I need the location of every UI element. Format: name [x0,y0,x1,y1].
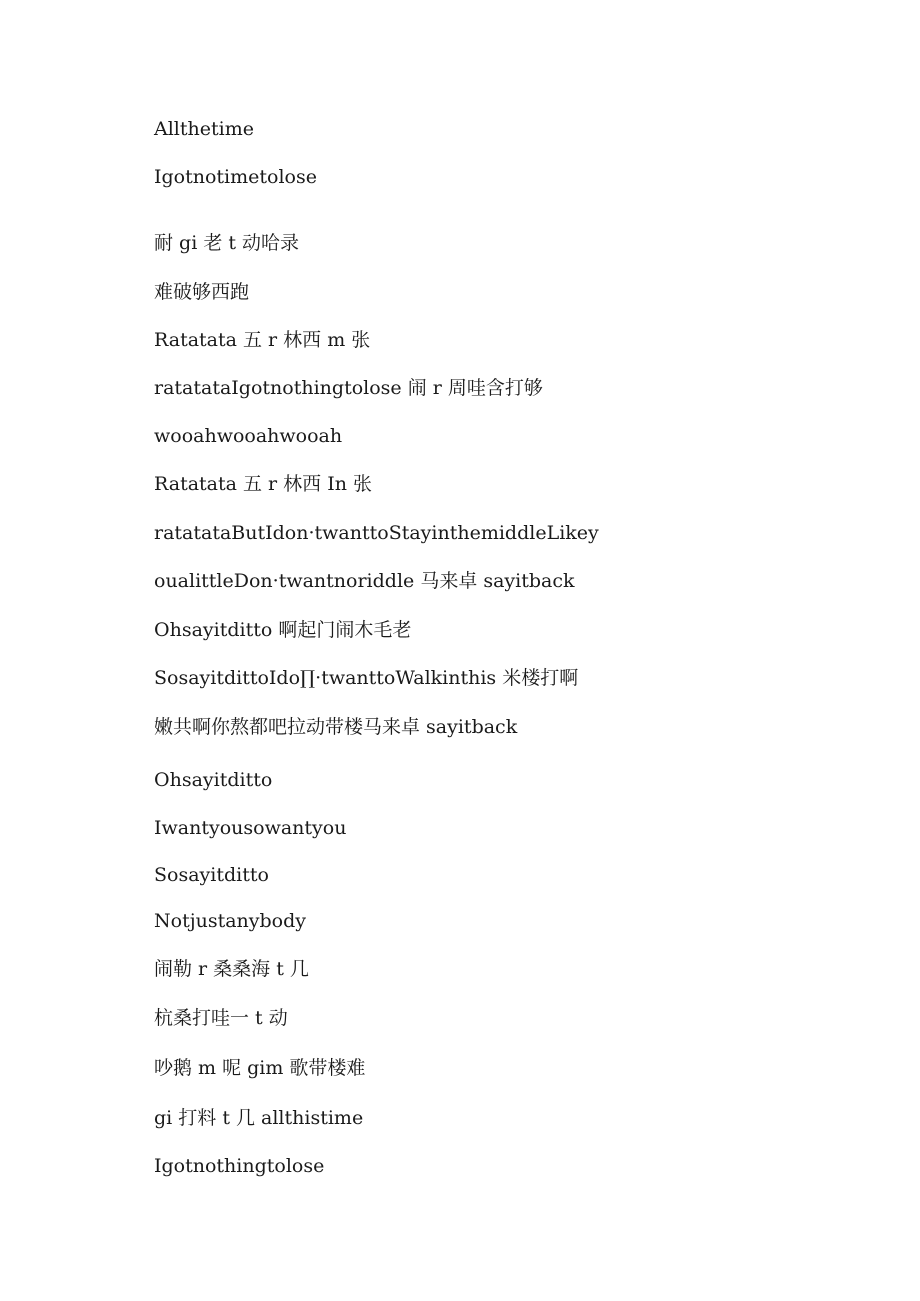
lyric-line: 吵鹅 m 呢 gim 歌带楼难 [154,1057,366,1079]
lyric-line: 杭桑打哇一 t 动 [154,1007,288,1029]
lyric-line: 嫩共啊你熬都吧拉动带楼马来卓 sayitback [154,716,518,738]
lyric-line: ratatataButIdon·twanttoStayinthemiddleLikey [154,522,599,544]
lyric-line: Igotnothingtolose [154,1155,325,1177]
lyric-line: oualittleDon·twantnoriddle 马来卓 sayitback [154,570,575,592]
lyric-line: Sosayitditto [154,864,269,886]
lyric-line: gi 打料 t 几 allthistime [154,1107,364,1129]
lyric-line: 耐 gi 老 t 动哈录 [154,232,300,254]
lyric-line: 闹勒 r 桑桑海 t 几 [154,958,309,980]
lyric-line: SosayitdittoIdo∏·twanttoWalkinthis 米楼打啊 [154,667,579,689]
lyric-line: Ohsayitditto 啊起门闹木毛老 [154,619,412,641]
lyric-line: Ratatata 五 r 林西 m 张 [154,329,371,351]
lyric-line: Ohsayitditto [154,769,273,791]
lyric-line: Iwantyousowantyou [154,817,347,839]
lyric-line: ratatataIgotnothingtolose 闹 r 周哇含打够 [154,377,543,399]
lyric-line: Igotnotimetolose [154,166,317,188]
lyric-line: Allthetime [154,118,254,140]
lyric-line: wooahwooahwooah [154,425,343,447]
lyric-line: Ratatata 五 r 林西 In 张 [154,473,372,495]
lyric-line: Notjustanybody [154,910,307,932]
lyric-line: 难破够西跑 [154,281,250,303]
